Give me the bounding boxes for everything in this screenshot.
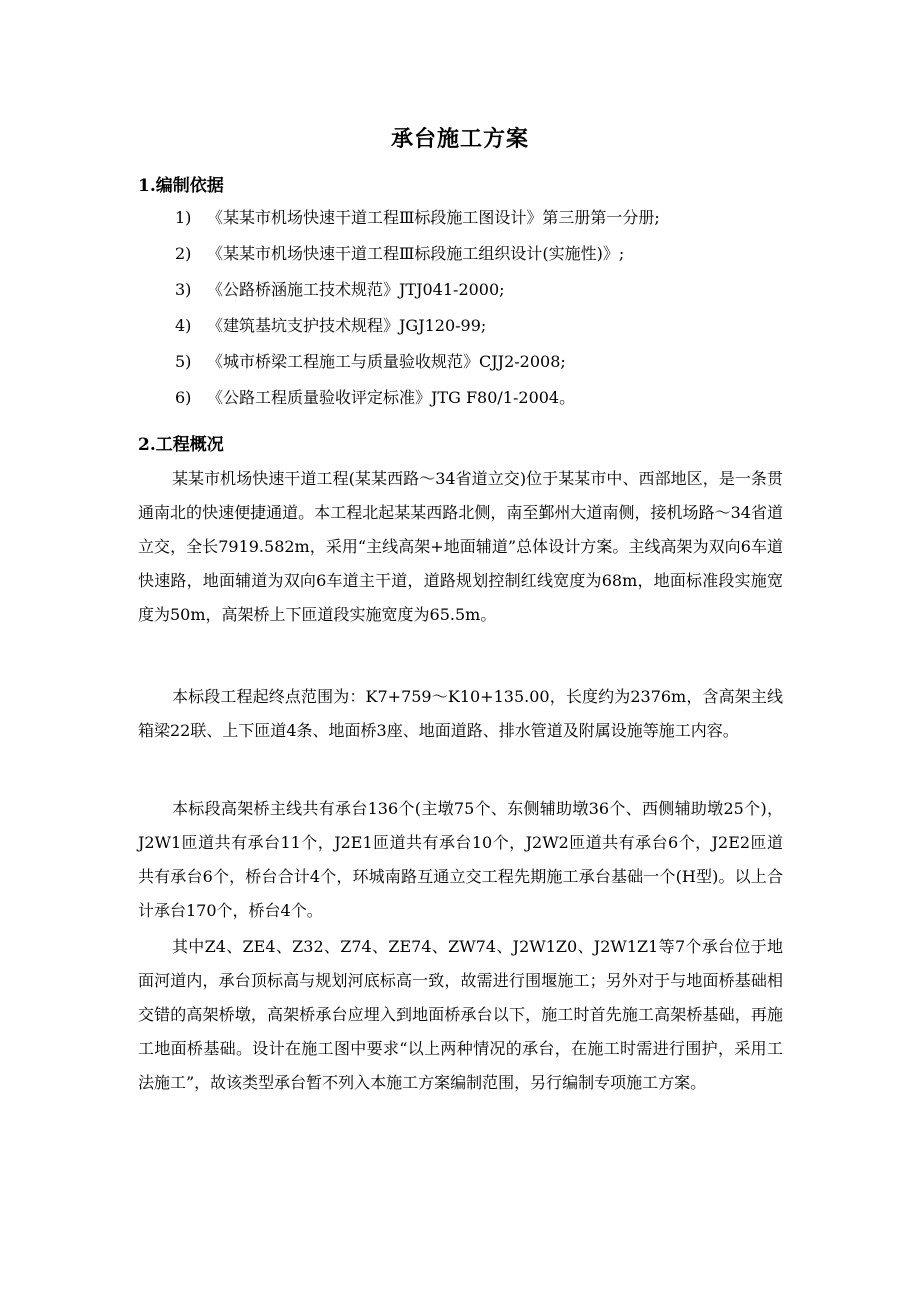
list-item [175,350,660,386]
list-item-text: 《某某市机场快速干道工程Ⅲ标段施工组织设计(实施性)》; [207,244,625,263]
list-item-text: 《建筑基坑支护技术规程》JGJ120-99; [207,316,487,335]
list-item-number: 1) [175,208,192,227]
list-item-text: 《公路工程质量验收评定标准》JTG F80/1-2004。 [207,388,576,407]
document-title: 承台施工方案 [390,126,529,152]
list-item-number: 6) [175,388,192,407]
section-heading-basis: 1.编制依据 [138,176,224,196]
overview-paragraph-2: 本标段工程起终点范围为：K7+759～K10+135.00，长度约为2376m，含高架主线箱梁22联、上下匝道4条、地面桥3座、地面道路、排水管道及附属设施等施工内容。 [138,687,783,740]
list-item [175,278,660,314]
list-item-number: 4) [175,316,192,335]
list-item-text: 《公路桥涵施工技术规范》JTJ041-2000; [207,280,505,299]
list-item-number: 2) [175,244,192,263]
list-item-text: 《城市桥梁工程施工与质量验收规范》CJJ2-2008; [207,352,566,371]
list-item [175,206,660,242]
overview-paragraph-1: 某某市机场快速干道工程(某某西路～34省道立交)位于某某市中、西部地区，是一条贯通南北的快速便捷通道。本工程北起某某西路北侧，南至鄞州大道南侧，接机场路～34省道立交，全长7919.582m，采用“主线高架+地面辅道”总体设计方案。主线高架为双向6车道快速路，地面辅道为双向6车道主干道，道路规划控制红线宽度为68m，地面标准段实施宽度为50m，高架桥上下匝道段实施宽度为65.5m。 [138,469,783,624]
reference-list [175,206,660,422]
list-item-number: 5) [175,352,192,371]
overview-paragraph-4: 其中Z4、ZE4、Z32、Z74、ZE74、ZW74、J2W1Z0、J2W1Z1等7个承台位于地面河道内，承台顶标高与规划河底标高一致，故需进行围堰施工；另外对于与地面桥基础相交错的高架桥墩，高架桥承台应埋入到地面桥承台以下，施工时首先施工高架桥基础，再施工地面桥基础。设计在施工图中要求“以上两种情况的承台，在施工时需进行围护，采用工法施工”，故该类型承台暂不列入本施工方案编制范围，另行编制专项施工方案。 [138,937,783,1092]
overview-paragraph-3: 本标段高架桥主线共有承台136个(主墩75个、东侧辅助墩36个、西侧辅助墩25个)，J2W1匝道共有承台11个，J2E1匝道共有承台10个，J2W2匝道共有承台6个，J2E2匝道共有承台6个，桥台合计4个，环城南路互通立交工程先期施工承台基础一个(H型)。以上合计承台170个，桥台4个。 [138,799,783,920]
list-item-number: 3) [175,280,192,299]
list-item [175,242,660,278]
section-heading-overview: 2.工程概况 [138,435,224,455]
list-item [175,314,660,350]
list-item-text: 《某某市机场快速干道工程Ⅲ标段施工图设计》第三册第一分册; [207,208,660,227]
list-item [175,386,660,422]
